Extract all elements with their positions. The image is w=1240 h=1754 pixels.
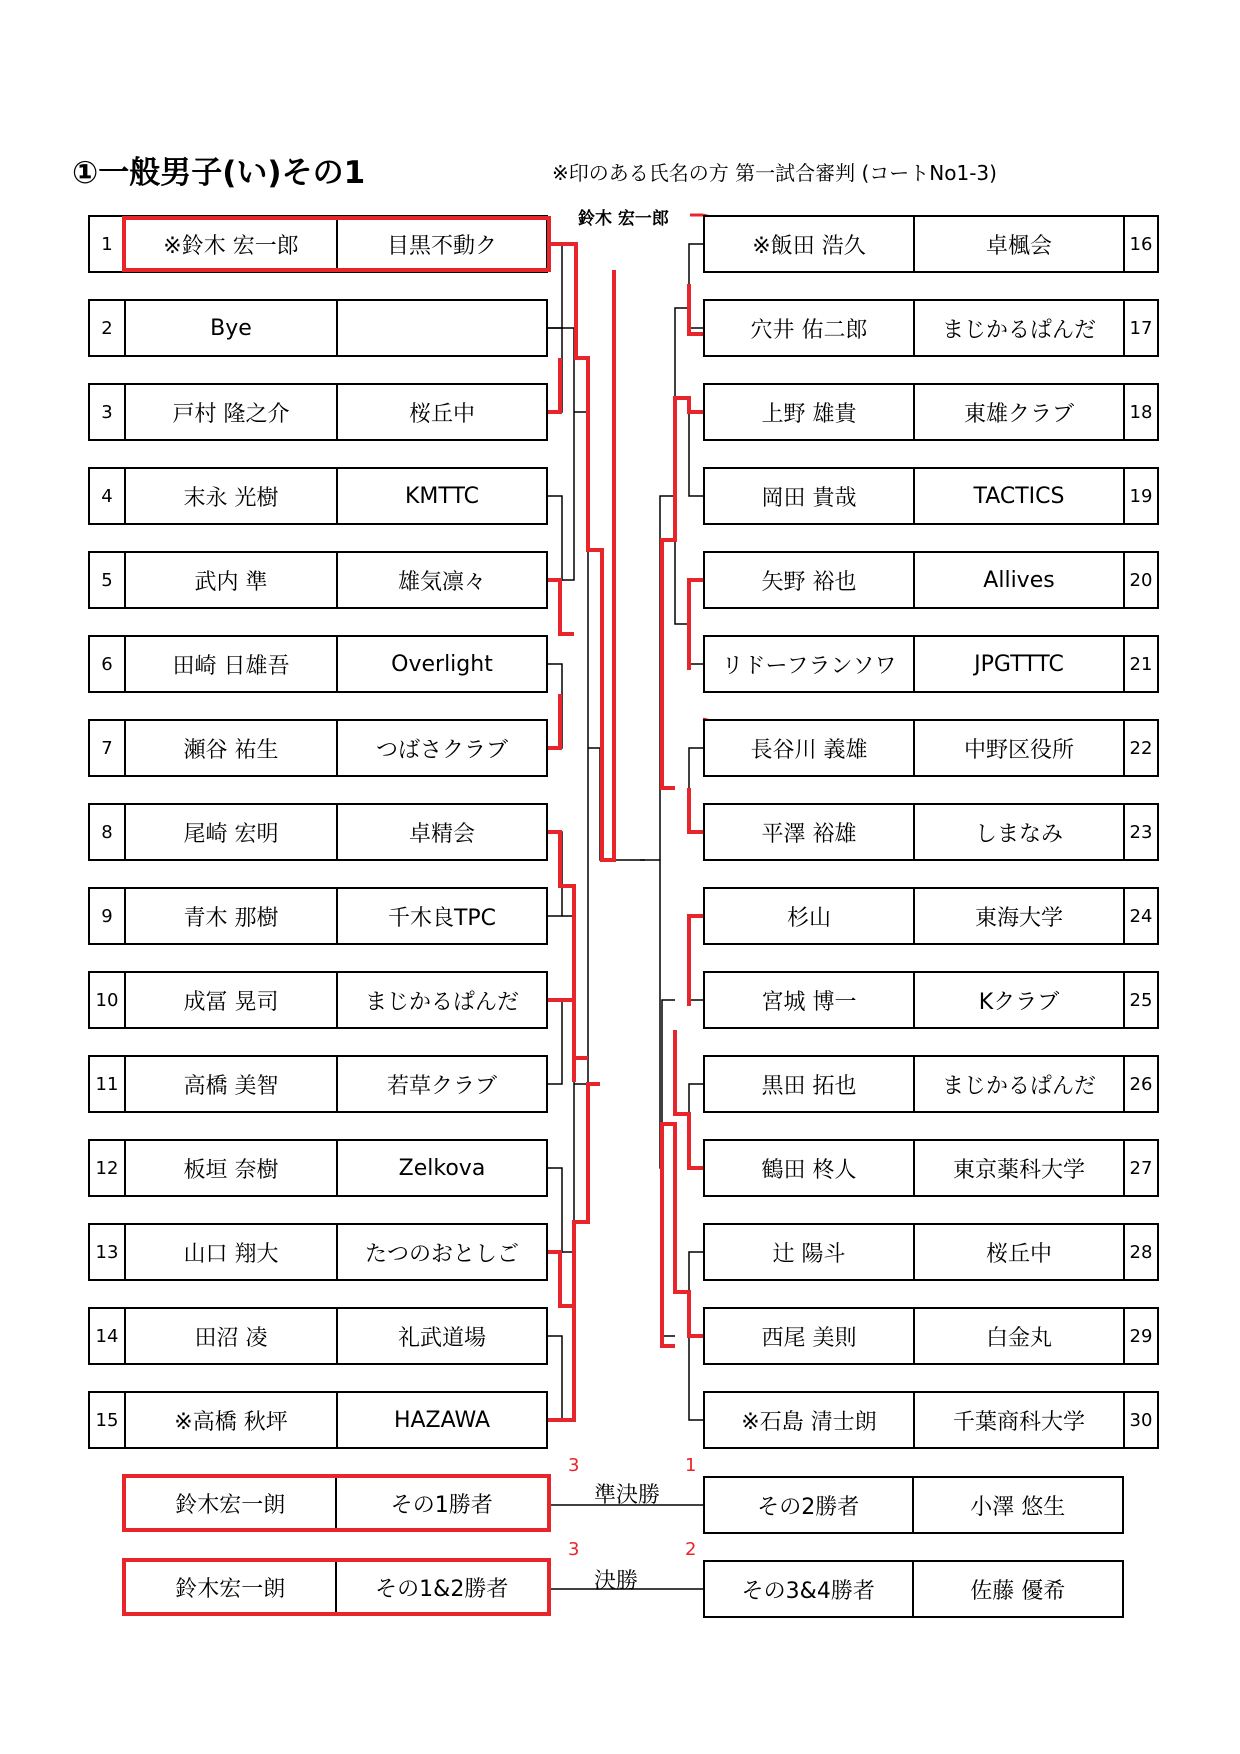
club-name xyxy=(338,301,546,355)
seed-number: 17 xyxy=(1129,317,1153,339)
final-right-source: その3&4勝者 xyxy=(705,1562,914,1616)
club-name: たつのおとしご xyxy=(364,1241,519,1267)
semifinal-label: 準決勝 xyxy=(594,1483,661,1508)
left-player-row xyxy=(88,719,548,777)
final-score-left: 3 xyxy=(568,1539,580,1560)
final-right-pair xyxy=(703,1560,1124,1618)
seed-number: 23 xyxy=(1129,821,1153,843)
semifinal-score-left: 3 xyxy=(568,1455,580,1476)
bracket-line xyxy=(689,412,703,496)
seed-number: 7 xyxy=(90,721,126,775)
semifinal-right-source: その2勝者 xyxy=(705,1478,914,1532)
club-name: まじかるぱんだ xyxy=(915,301,1125,355)
right-player-row xyxy=(703,971,1159,1029)
seed-number: 28 xyxy=(1129,1241,1153,1263)
right-player-row xyxy=(703,719,1159,777)
player-name: 杉山 xyxy=(705,889,915,943)
player-name: 青木 那樹 xyxy=(126,889,338,943)
right-player-row xyxy=(703,215,1159,273)
semifinal-right-pair xyxy=(703,1476,1124,1534)
left-player-row xyxy=(88,1307,548,1365)
seed-number: 4 xyxy=(90,469,126,523)
club-name: 雄気凛々 xyxy=(397,569,486,595)
club-name: Zelkova xyxy=(398,1155,486,1181)
club-name: 千葉商科大学 xyxy=(915,1393,1125,1447)
seed-number: 16 xyxy=(1129,233,1153,255)
right-player-row xyxy=(703,383,1159,441)
final-left-pair xyxy=(122,1558,551,1616)
seed-number: 24 xyxy=(1129,905,1153,927)
club-name: Kクラブ xyxy=(915,973,1125,1027)
champion-name: 鈴木 宏一郎 xyxy=(578,209,669,229)
right-player-row xyxy=(703,887,1159,945)
seed-number: 25 xyxy=(1129,989,1153,1011)
winner-line xyxy=(689,284,703,334)
player-name: 田崎 日雄吾 xyxy=(126,637,338,691)
winner-line xyxy=(548,832,588,1058)
seed-number: 29 xyxy=(1129,1325,1153,1347)
bracket-line xyxy=(548,1336,562,1420)
winner-line xyxy=(548,244,614,860)
left-player-row xyxy=(88,1223,548,1281)
bracket-line xyxy=(588,748,645,860)
club-name: HAZAWA xyxy=(393,1407,491,1433)
player-name: 黒田 拓也 xyxy=(705,1057,915,1111)
final-score-right: 2 xyxy=(685,1539,697,1560)
bracket-line xyxy=(574,412,588,1084)
right-player-row xyxy=(703,551,1159,609)
seed-number: 11 xyxy=(90,1057,126,1111)
player-name: 上野 雄貴 xyxy=(705,385,915,439)
player-name: 宮城 博一 xyxy=(705,973,915,1027)
player-name: 岡田 貴哉 xyxy=(705,469,915,523)
club-name: Allives xyxy=(915,553,1125,607)
club-name: KMTTC xyxy=(405,483,479,509)
club-name: 若草クラブ xyxy=(386,1073,497,1099)
winner-line xyxy=(689,580,703,670)
bracket-line xyxy=(689,1336,703,1420)
club-name: 目黒不動ク xyxy=(386,233,497,259)
player-name: 辻 陽斗 xyxy=(705,1225,915,1279)
player-name: ※鈴木 宏一郎 xyxy=(126,217,338,271)
player-name: 矢野 裕也 xyxy=(705,553,915,607)
right-player-row xyxy=(703,1055,1159,1113)
left-player-row xyxy=(88,467,548,525)
winner-line xyxy=(689,788,703,832)
right-player-row xyxy=(703,1391,1159,1449)
player-name: 戸村 隆之介 xyxy=(126,385,338,439)
seed-number: 8 xyxy=(90,805,126,859)
winner-line xyxy=(548,358,560,412)
club-name: 白金丸 xyxy=(915,1309,1125,1363)
seed-number: 30 xyxy=(1129,1409,1153,1431)
left-player-row xyxy=(88,803,548,861)
winner-line xyxy=(662,398,703,788)
bracket-line xyxy=(640,496,675,860)
player-name: 板垣 奈樹 xyxy=(126,1141,338,1195)
bracket-line xyxy=(675,308,689,624)
right-player-row xyxy=(703,1139,1159,1197)
seed-number: 18 xyxy=(1129,401,1153,423)
winner-line xyxy=(548,580,574,634)
club-name: 東京薬科大学 xyxy=(915,1141,1125,1195)
final-left-source: その1&2勝者 xyxy=(375,1576,509,1602)
player-name: 武内 準 xyxy=(126,553,338,607)
bracket-line xyxy=(689,1084,703,1168)
player-name: 鶴田 柊人 xyxy=(705,1141,915,1195)
seed-number: 19 xyxy=(1129,485,1153,507)
final-right-player: 佐藤 優希 xyxy=(970,1578,1066,1604)
semifinal-left-pair xyxy=(122,1474,551,1532)
right-player-row xyxy=(703,299,1159,357)
club-name: JPGTTTC xyxy=(915,637,1125,691)
seed-number: 21 xyxy=(1129,653,1153,675)
semifinal-right-player: 小澤 悠生 xyxy=(970,1494,1066,1520)
club-name: 卓精会 xyxy=(408,821,475,847)
winner-line xyxy=(548,1000,574,1082)
seed-number: 12 xyxy=(90,1141,126,1195)
bracket-line xyxy=(689,580,703,664)
club-name: 千木良TPC xyxy=(387,905,497,931)
player-name: 末永 光樹 xyxy=(126,469,338,523)
club-name: まじかるぱんだ xyxy=(915,1057,1125,1111)
club-name: 中野区役所 xyxy=(915,721,1125,775)
right-player-row xyxy=(703,1223,1159,1281)
player-name: 穴井 佑二郎 xyxy=(705,301,915,355)
seed-number: 1 xyxy=(90,217,126,271)
right-player-row xyxy=(703,467,1159,525)
right-player-row xyxy=(703,1307,1159,1365)
left-player-row xyxy=(88,383,548,441)
seed-number: 3 xyxy=(90,385,126,439)
club-name: まじかるぱんだ xyxy=(364,989,519,1015)
club-name: 卓楓会 xyxy=(915,217,1125,271)
left-player-row xyxy=(88,1055,548,1113)
seed-number: 10 xyxy=(90,973,126,1027)
club-name: 東雄クラブ xyxy=(915,385,1125,439)
seed-number: 13 xyxy=(90,1225,126,1279)
club-name: 東海大学 xyxy=(915,889,1125,943)
player-name: 田沼 凌 xyxy=(126,1309,338,1363)
seed-number: 9 xyxy=(90,889,126,943)
bracket-line xyxy=(548,1000,562,1084)
left-player-row xyxy=(88,635,548,693)
bracket-line xyxy=(689,748,703,832)
seed-number: 6 xyxy=(90,637,126,691)
club-name: 桜丘中 xyxy=(915,1225,1125,1279)
seed-number: 15 xyxy=(90,1393,126,1447)
final-label: 決勝 xyxy=(594,1569,639,1594)
left-player-row xyxy=(88,299,548,357)
right-player-row xyxy=(703,635,1159,693)
player-name: 成冨 晃司 xyxy=(126,973,338,1027)
right-player-row xyxy=(703,803,1159,861)
bracket-line xyxy=(548,1168,562,1252)
bracket-line xyxy=(548,244,562,328)
seed-number: 20 xyxy=(1129,569,1153,591)
left-player-row xyxy=(88,215,548,273)
bracket-line xyxy=(548,496,562,580)
bracket-line xyxy=(562,328,574,580)
seed-number: 14 xyxy=(90,1309,126,1363)
club-name: つばさクラブ xyxy=(375,737,508,763)
left-player-row xyxy=(88,971,548,1029)
player-name: ※高橋 秋坪 xyxy=(126,1393,338,1447)
winner-line xyxy=(548,1306,574,1420)
player-name: Bye xyxy=(126,301,338,355)
club-name: Overlight xyxy=(391,651,493,677)
winner-line xyxy=(689,916,703,1006)
club-name: しまなみ xyxy=(915,805,1125,859)
player-name: 長谷川 義雄 xyxy=(705,721,915,775)
bracket-line xyxy=(689,916,703,1000)
player-name: 山口 翔大 xyxy=(126,1225,338,1279)
bracket-line xyxy=(689,244,703,328)
seed-number: 2 xyxy=(90,301,126,355)
semifinal-score-right: 1 xyxy=(685,1455,697,1476)
seed-number: 27 xyxy=(1129,1157,1153,1179)
page-title: ①一般男子(い)その1 xyxy=(72,155,366,191)
player-name: 瀬谷 祐生 xyxy=(126,721,338,775)
winner-line xyxy=(548,694,560,748)
player-name: 尾崎 宏明 xyxy=(126,805,338,859)
bracket-line xyxy=(689,1252,703,1336)
seed-number: 5 xyxy=(90,553,126,607)
left-player-row xyxy=(88,887,548,945)
player-name: 西尾 美則 xyxy=(705,1309,915,1363)
semifinal-left-player: 鈴木宏一朗 xyxy=(126,1478,337,1528)
final-left-player: 鈴木宏一朗 xyxy=(126,1562,337,1612)
player-name: 平澤 裕雄 xyxy=(705,805,915,859)
referee-note: ※印のある氏名の方 第一試合審判 (コートNo1-3) xyxy=(552,161,997,185)
left-player-row xyxy=(88,1139,548,1197)
club-name: 桜丘中 xyxy=(408,401,475,427)
left-player-row xyxy=(88,1391,548,1449)
player-name: 高橋 美智 xyxy=(126,1057,338,1111)
semifinal-left-source: その1勝者 xyxy=(390,1492,493,1518)
player-name: ※飯田 浩久 xyxy=(705,217,915,271)
winner-line xyxy=(662,1124,703,1346)
club-name: TACTICS xyxy=(915,469,1125,523)
club-name: 礼武道場 xyxy=(397,1325,486,1351)
left-player-row xyxy=(88,551,548,609)
player-name: ※石島 清士朗 xyxy=(705,1393,915,1447)
player-name: リドーフランソワ xyxy=(705,637,915,691)
seed-number: 22 xyxy=(1129,737,1153,759)
seed-number: 26 xyxy=(1129,1073,1153,1095)
